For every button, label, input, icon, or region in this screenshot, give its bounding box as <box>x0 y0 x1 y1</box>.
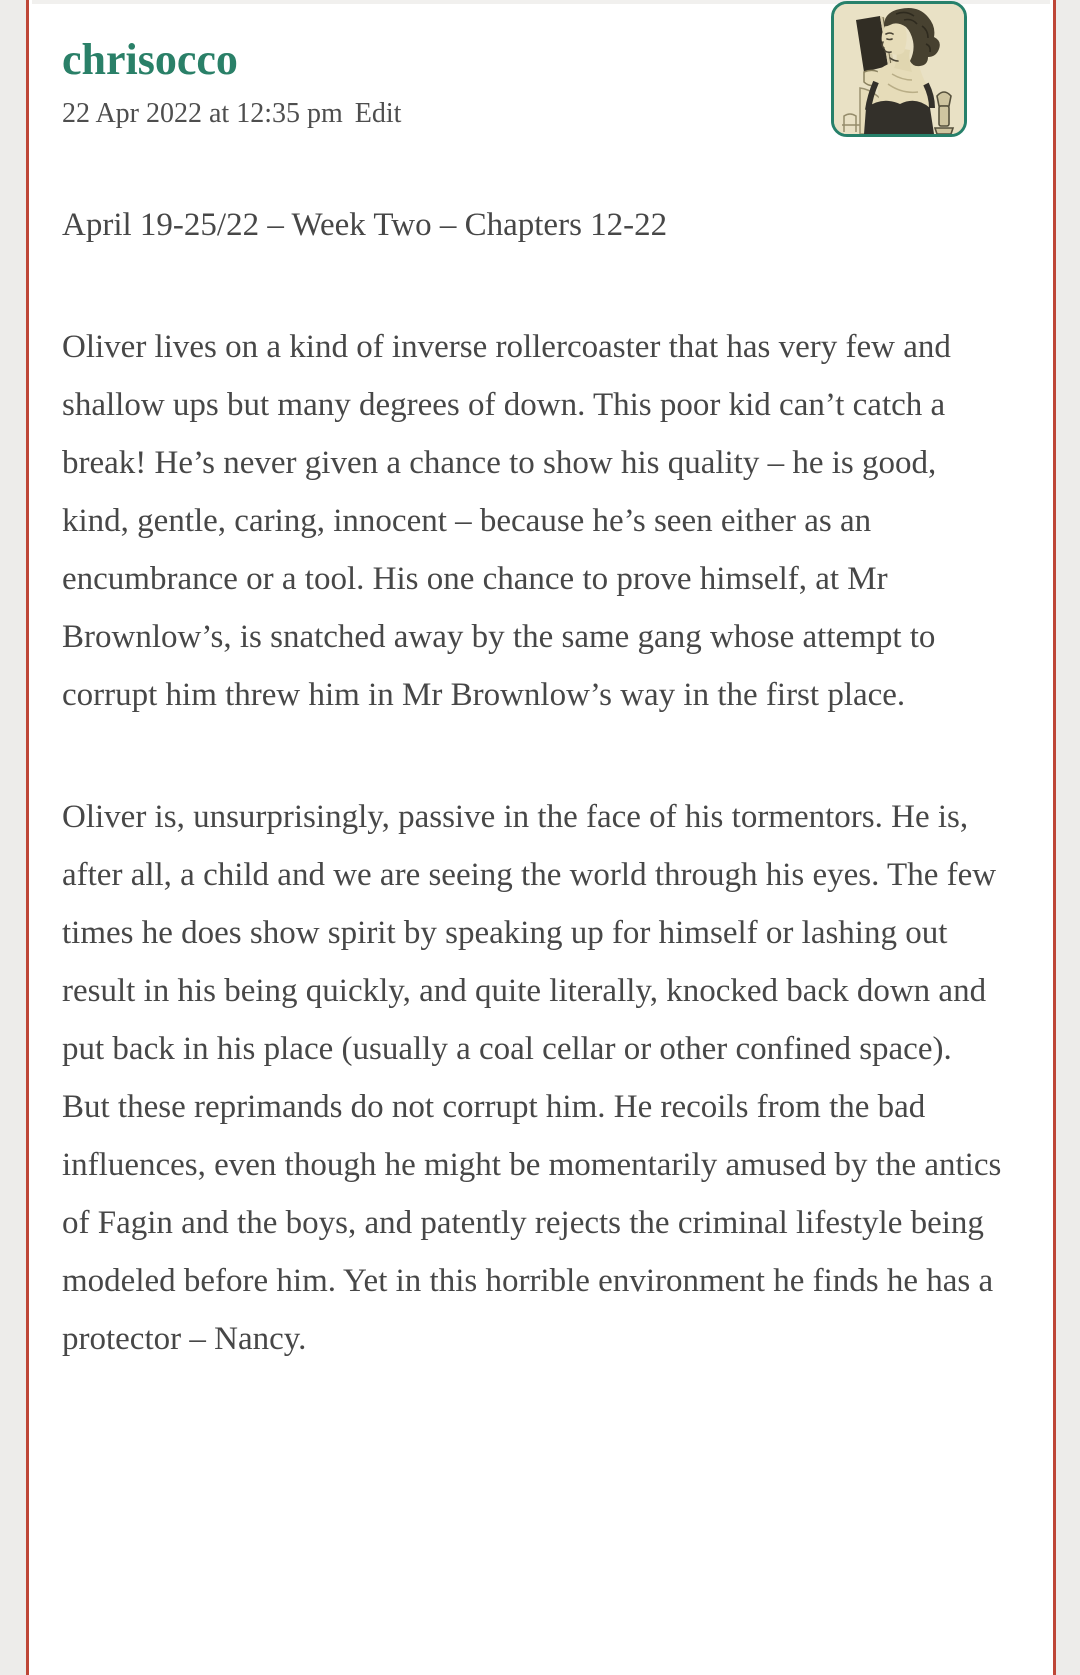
post-title: April 19-25/22 – Week Two – Chapters 12-22 <box>62 207 668 243</box>
comment-author-link[interactable]: chrisocco <box>62 35 238 84</box>
comment-body <box>62 196 1003 1368</box>
edit-link[interactable]: Edit <box>354 98 402 129</box>
avatar <box>831 1 967 137</box>
woman-reading-illustration <box>834 4 964 134</box>
comment-card <box>26 0 1056 1675</box>
comment-date: 22 Apr 2022 at 12:35 pm <box>62 98 343 129</box>
comment-paragraph-1: Oliver lives on a kind of inverse rollercoaster that has very few and shallow ups but many degrees of down. This poor kid can’t catch a break! He’s never given a chance to show his quality – he is good, kind, gentle, caring, innocent – because he’s seen either as an encumbrance or a tool. His one chance to prove himself, at Mr Brownlow’s, is snatched away by the same gang whose attempt to corrupt him threw him in Mr Brownlow’s way in the first place. <box>62 329 951 713</box>
comment-header <box>62 0 1003 132</box>
comment-paragraph-2: Oliver is, unsurprisingly, passive in the face of his tormentors. He is, after all, a child and we are seeing the world through his eyes. The few times he does show spirit by speaking up for himself or lashing out result in his being quickly, and quite literally, knocked back down and put back in his place (usually a coal cellar or other confined space). But these reprimands do not corrupt him. He recoils from the bad influences, even though he might be momentarily amused by the antics of Fagin and the boys, and patently rejects the criminal lifestyle being modeled before him. Yet in this horrible environment he finds he has a protector – Nancy. <box>62 799 1002 1357</box>
